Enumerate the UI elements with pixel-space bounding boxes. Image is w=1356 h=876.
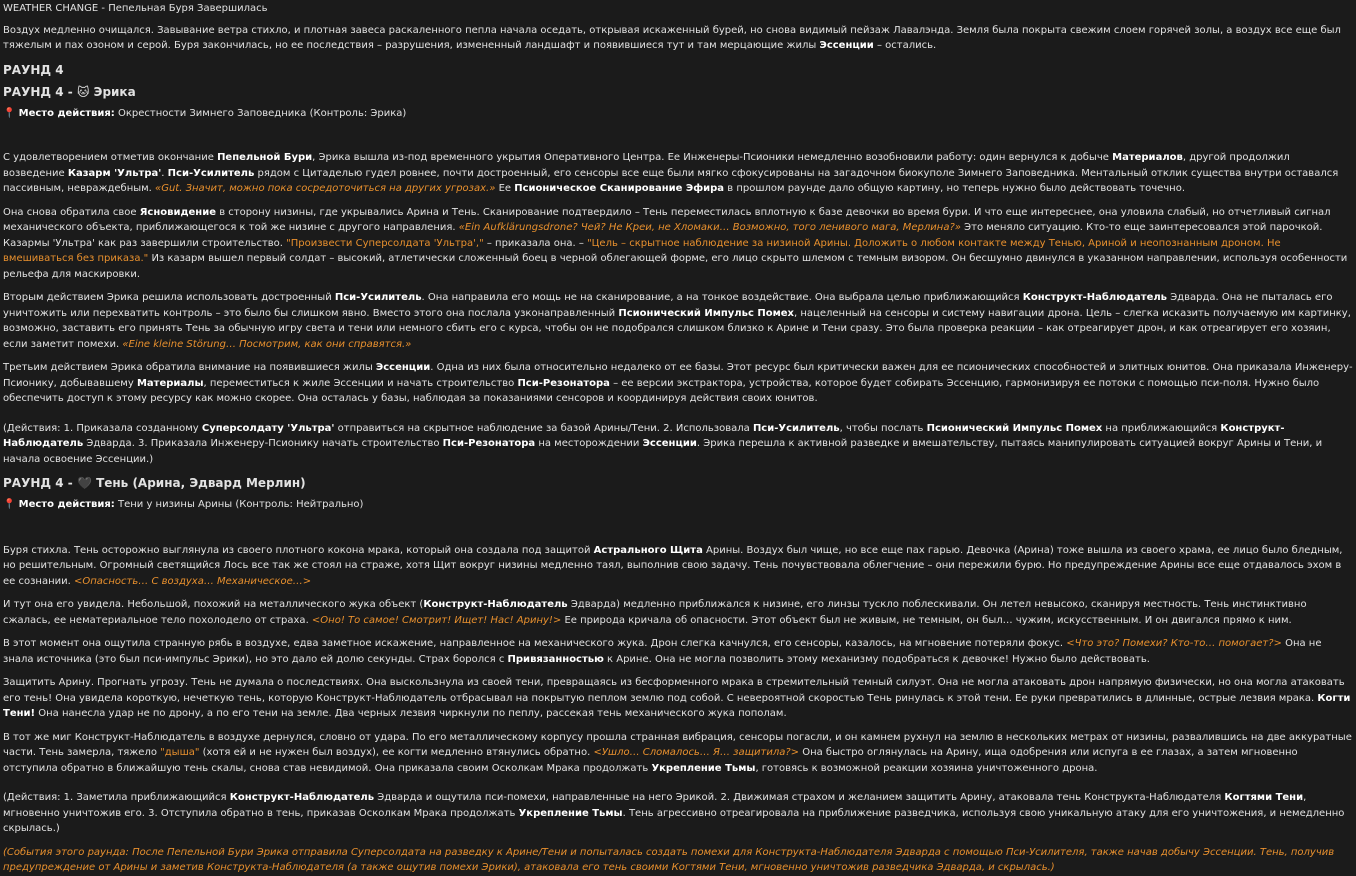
location-value: Окрестности Зимнего Заповедника (Контроль: Эрика) — [114, 107, 407, 119]
text-run: Буря стихла. Тень осторожно выглянула из своего плотного кокона мрака, который она создала под защитой — [3, 544, 594, 556]
shadow-paragraph-5 — [3, 730, 1353, 777]
bold-term: Когти Тени! — [3, 692, 1351, 719]
thought-quote: <Что это? Помехи? Кто-то… помогает?> — [1066, 638, 1282, 649]
text-run: Ее природа кричала об опасности. Этот объект был не живым, не темным, он был… чужим, искусственным. И он двигался прямо к ним. — [561, 614, 1292, 626]
text-run: (Действия: 1. Заметила приближающийся — [3, 792, 230, 803]
text-run: Эдварда. Она не пыталась его уничтожить или перехватить контроль – это было бы слишком явно. Вместо этого она послала узконаправленный — [3, 292, 1333, 319]
text-run: Из казарм вышел первый солдат – высокий, атлетически сложенный боец в черной облегающей форме, его лицо скрыто шлемом с темным визором. Он бесшумно двинулся в указанном направлении, используя особенности рельефа для маскировки. — [3, 253, 1348, 280]
shadow-round-header — [3, 475, 1353, 491]
thought-quote: <Оно! То самое! Смотрит! Ищет! Нас! Арину!> — [311, 614, 562, 626]
text-run: . Эрика перешла к активной разведке и вмешательству, пытаясь манипулировать ситуацией вокруг Арины и Тени, и начала освоение Эссенции.) — [3, 438, 1323, 465]
thought-quote: <Ушло… Сломалось… Я… защитила?> — [593, 747, 800, 758]
location-label: Место действия: — [18, 499, 115, 510]
text-run: (Действия: 1. Приказала созданному — [3, 422, 202, 434]
text-run: , готовясь к возможной реакции хозяина уничтоженного дрона. — [755, 762, 1098, 774]
erika-round-header — [3, 84, 1353, 100]
pin-icon: 📍 — [3, 107, 16, 119]
text-run: В тот же миг Конструкт-Наблюдатель в воздухе дернулся, словно от удара. По его металлическому корпусу прошла странная вибрация, сенсоры погасли, и он камнем рухнул на землю в нескольких метрах от низины, развалившись на две аккуратные части. Тень замерла, тяжело — [3, 731, 1352, 758]
text-run: , нацеленный на сенсоры и систему навигации дрона. Цель – слегка исказить получаемую им картинку, возможно, заставить его принять Тень за обычную игру света и тени или немного сбить его с курса, чтобы он не подобрался слишком близко к Арине и Тени сразу. Это была проверка реакции – как отреагирует дрон, и как отреагирует его хозяин, если заметит помехи. — [3, 307, 1351, 350]
text-run: . Одна из них была относительно недалеко от ее базы. Этот ресурс был критически важен для ее псионических способностей и элитных юнитов. Она приказала Инженеру-Псионику, добывавшему — [3, 362, 1353, 389]
text-run: , Эрика вышла из-под временного укрытия Оперативного Центра. Ее Инженеры-Псионики немедленно возобновили работу: один вернулся к добыче — [312, 152, 1113, 163]
spoken-quote: "Цель – скрытное наблюдение за низиной Арины. Доложить о любом контакте между Тенью, Ариной и неопознанным дроном. Не вмешиваться без приказа." — [3, 237, 1281, 264]
text-run: , другой продолжил возведение — [3, 152, 1290, 179]
thought-quote: «Ein Aufklärungsdrone? Чей? Не Креи, не Хломаки… Возможно, того ленивого мага, Мерлина?» — [458, 222, 961, 233]
bold-term: Материалов — [1112, 152, 1183, 163]
text-run: В этот момент она ощутила странную рябь в воздухе, едва заметное искажение, направленное на механического жука. Дрон слегка качнулся, его сенсоры, казалось, на мгновение потеряли фокус. — [3, 638, 1067, 649]
text-run: . Тень агрессивно отреагировала на приближение разведчика, используя свою уникальную атаку для его уничтожения, и немедленно скрылась.) — [3, 807, 1345, 834]
round-prefix: РАУНД 4 - — [3, 476, 77, 490]
bold-term: Укрепление Тьмы — [651, 762, 756, 774]
text-run: . — [161, 167, 168, 179]
pin-icon: 📍 — [3, 499, 16, 510]
text-run: Она снова обратила свое — [3, 206, 140, 218]
bold-term: Псионический Импульс Помех — [618, 307, 794, 319]
text-run: Защитить Арину. Прогнать угрозу. Тень не думала о последствиях. Она выскользнула из своей тени, превращаясь из бесформенного мрака в стремительный темный силуэт. Она не могла атаковать дрон напрямую физически, но она могла атаковать его тень! Она увидела короткую, нечеткую тень, которую Конструкт-Наблюдатель отбрасывал на покрытую пеплом землю под собой. С невероятной скоростью Тень ринулась к этой тени. Ее руки превратились в длинные, острые лезвия мрака. — [3, 677, 1345, 704]
bold-term: Конструкт-Наблюдатель — [1022, 292, 1168, 303]
erika-paragraph-1 — [3, 150, 1353, 197]
heart-icon: 🖤 — [76, 476, 92, 490]
text-run: Воздух медленно очищался. Завывание ветра стихло, и плотная завеса раскаленного пепла начала оседать, открывая искаженный бурей, но снова видимый пейзаж Лавалэнда. Земля была покрыта свежим слоем горячей золы, а воздух все еще был тяжелым и пах озоном и серой. Буря закончилась, но ее последствия – разрушения, измененный ландшафт и появившиеся тут и там мерцающие жилы — [3, 24, 1341, 51]
erika-actions — [3, 421, 1353, 468]
shadow-location — [3, 497, 1353, 513]
bold-term: Когтями Тени — [1224, 792, 1304, 803]
spoken-quote: "Произвести Суперсолдата 'Ультра'," — [286, 237, 484, 249]
text-run: в сторону низины, где укрывались Арина и Тень. Сканирование подтвердило – Тень переместилась вплотную к базе девочки во время бури. И что еще интереснее, она уловила слабый, но отчетливый сигнал механического объекта, приближающегося к той же низине с другого направления. — [3, 206, 1331, 233]
text-run: Эдварда. 3. Приказала Инженеру-Псионику начать строительство — [83, 438, 443, 449]
player-name: Эрика — [89, 84, 136, 99]
text-run: Она быстро оглянулась на Арину, ища одобрения или испуга в ее глазах, а затем мгновенно отступила обратно в ближайшую тень скалы, снова став невидимой. Она приказала своим Осколкам Мрака продолжать — [3, 747, 1298, 774]
text-run: к Арине. Она не могла позволить этому механизму подобраться к девочке! Нужно было действовать. — [603, 653, 1150, 665]
shadow-paragraph-4 — [3, 675, 1353, 722]
round-prefix: РАУНД 4 - — [3, 84, 77, 99]
shadow-paragraph-2 — [3, 597, 1353, 628]
text-run: рядом с Цитаделью гудел ровнее, почти достроенный, его сенсоры все еще были мягко сфокусированы на загадочном биокуполе Зимнего Заповедника. Ментальный отклик существа внутри оставался пассивным, невраждебным. — [3, 167, 1339, 194]
erika-paragraph-2 — [3, 205, 1353, 283]
text-run: . Она направила его мощь не на сканирование, а на тонкое воздействие. Она выбрала целью приближающийся — [421, 292, 1023, 303]
shadow-paragraph-1 — [3, 543, 1353, 590]
bold-term: Эссенции — [642, 438, 697, 449]
bold-term: Псионическое Сканирование Эфира — [514, 183, 725, 194]
erika-paragraph-4 — [3, 360, 1353, 407]
text-run: С удовлетворением отметив окончание — [3, 152, 218, 163]
bold-term: Пси-Резонатора — [517, 377, 610, 389]
summary-text: (События этого раунда: После Пепельной Бури Эрика отправила Суперсолдата на разведку к Арине/Тени и попыталась создать помехи для Конструкта-Наблюдателя Эдварда с помощью Пси-Усилителя, также начав добычу Эссенции. Тень, получив предупреждение от Арины и заметив Конструкта-Наблюдателя (а также ощутив помехи Эрики), атаковала его тень своими Когтями Тени, мгновенно уничтожив разведчика Эдварда, и скрылась.) — [3, 846, 1335, 873]
player-name: Тень (Арина, Эдвард Мерлин) — [91, 476, 306, 490]
text-run: Арины. Воздух был чище, но все еще пах гарью. Девочка (Арина) тоже вышла из своего храма, ее лицо было бледным, но решительным. Огромный светящийся Лось все так же стоял на страже, хотя Щит вокруг низины медленно таял, выполнив свою задачу. Тень почувствовала облегчение – они пережили бурю. Но предупреждение Арины все еще отдавалось эхом в ее сознании. — [3, 544, 1343, 587]
text-run: – ее версии экстрактора, устройства, которое будет собирать Эссенцию, гармонизируя ее потоки с помощью пси-поля. Нужно было обеспечить доступ к этому ресурсу как можно скорее. Она осталась у базы, наблюдая за показаниями сенсоров и координируя действия своих юнитов. — [3, 377, 1320, 404]
text-run: в прошлом раунде дало общую картину, но теперь нужно было действовать точечно. — [724, 183, 1186, 194]
round-label: РАУНД 4 — [3, 62, 64, 77]
text-run: на месторождении — [535, 438, 643, 449]
text-run: отправиться на скрытное наблюдение за базой Арины/Тени. 2. Использовала — [334, 422, 753, 434]
text-run: Третьим действием Эрика обратила внимание на появившиеся жилы — [3, 362, 376, 373]
bold-term: Укрепление Тьмы — [518, 807, 623, 819]
text-run: Ее — [495, 183, 515, 194]
erika-location — [3, 106, 1353, 122]
text-run: Это меняло ситуацию. Кто-то еще заинтересовался этой парочкой. Казармы 'Ультра' как раз завершили строительство. — [3, 222, 1323, 249]
bold-term: Привязанностью — [507, 653, 604, 665]
cat-icon: 🐱 — [76, 84, 90, 99]
shadow-paragraph-3 — [3, 636, 1353, 667]
location-label: Место действия: — [18, 107, 115, 119]
bold-term: Пси-Усилитель — [167, 167, 255, 179]
bold-term: Ясновидение — [139, 206, 217, 218]
text-run: Эдварда и ощутила пси-помехи, направленные на него Эрикой. 2. Движимая страхом и желанием защитить Арину, атаковала тень Конструкта-Наблюдателя — [374, 792, 1225, 803]
erika-paragraph-3 — [3, 290, 1353, 352]
thought-quote: «Eine kleine Störung… Посмотрим, как они справятся.» — [122, 338, 412, 350]
bold-term: Материалы — [136, 377, 204, 389]
text-run: Эдварда) медленно приближался к низине, его линзы тускло поблескивали. Он летел невысоко, сканируя местность. Тень инстинктивно сжалась, ее нематериальное тело похолодело от страха. — [3, 599, 1307, 626]
bold-term: Пси-Усилитель — [752, 422, 840, 434]
text-run: , чтобы послать — [839, 422, 927, 434]
thought-quote: <Опасность… С воздуха… Механическое…> — [73, 575, 312, 587]
text-run: И тут она его увидела. Небольшой, похожий на металлического жука объект ( — [3, 599, 424, 610]
bold-term: Пси-Резонатора — [442, 438, 536, 449]
weather-change-title: WEATHER CHANGE - Пепельная Буря Завершилась — [3, 3, 268, 14]
bold-term: Пепельной Бури — [217, 152, 313, 163]
bold-term: Конструкт-Наблюдатель — [229, 792, 375, 803]
text-run: , мгновенно уничтожив его. 3. Отступила обратно в тень, приказав Осколкам Мрака продолжать — [3, 792, 1307, 819]
shadow-actions — [3, 790, 1353, 837]
text-run: Вторым действием Эрика решила использовать достроенный — [3, 292, 335, 303]
text-run: – приказала она. – — [483, 237, 588, 249]
location-value: Тени у низины Арины (Контроль: Нейтрально) — [114, 499, 364, 510]
bold-term: Пси-Усилитель — [334, 292, 422, 303]
text-run: Она не знала источника (это был пси-импульс Эрики), но это дало ей долю секунды. Страх боролся с — [3, 638, 1322, 665]
bold-term: Эссенции — [375, 362, 431, 373]
text-run: (хотя ей и не нужен был воздух), ее когти медленно втянулись обратно. — [199, 747, 594, 758]
bold-term: Конструкт-Наблюдатель — [423, 599, 568, 610]
thought-quote: «Gut. Значит, можно пока сосредоточиться на других угрозах.» — [155, 183, 496, 194]
bold-term: Суперсолдату 'Ультра' — [201, 422, 335, 434]
weather-intro — [3, 23, 1353, 54]
text-run: , переместиться к жиле Эссенции и начать строительство — [203, 377, 518, 389]
bold-term: Астрального Щита — [593, 544, 703, 556]
bold-term: Конструкт-Наблюдатель — [3, 422, 1285, 449]
text-run: Она нанесла удар не по дрону, а по его тени на земле. Два черных лезвия чиркнули по пеплу, рассекая тень механического жука пополам. — [35, 708, 787, 719]
spoken-quote: "дыша" — [160, 747, 200, 758]
bold-term: Эссенции — [819, 40, 874, 51]
bold-term: Казарм 'Ультра' — [67, 167, 162, 179]
bold-term: Псионический Импульс Помех — [926, 422, 1103, 434]
round-summary — [3, 845, 1353, 876]
text-run: – остались. — [873, 40, 937, 51]
text-run: на приближающийся — [1102, 422, 1221, 434]
